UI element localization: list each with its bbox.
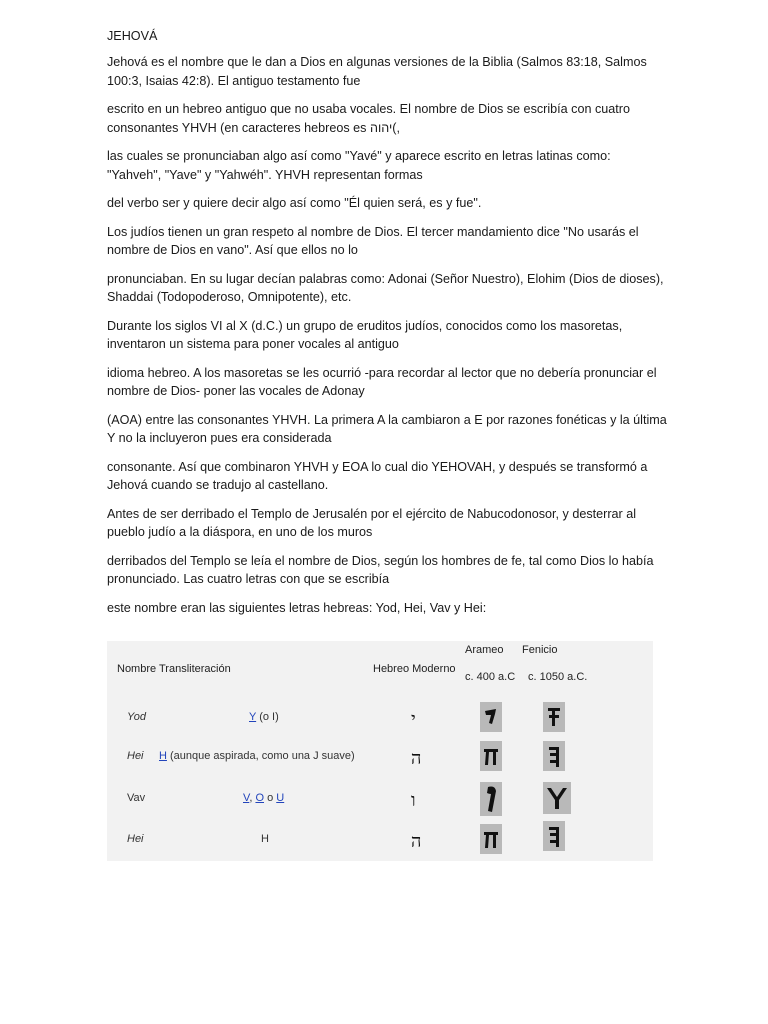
- aramaic-yod-glyph: [480, 702, 502, 732]
- row-name-hei: Hei: [127, 750, 144, 762]
- header-arameo-date: c. 400 a.C: [465, 671, 516, 683]
- paragraph: este nombre eran las siguientes letras hebreas: Yod, Hei, Vav y Hei:: [107, 600, 487, 615]
- aramaic-vav-glyph: [480, 782, 502, 816]
- translit-hei-plain: H: [261, 833, 269, 845]
- paragraph: derribados del Templo se leía el nombre de Dios, según los hombres de fe, tal como Dios lo había pronunciado. Las cuatro letras con que se escribía: [107, 553, 654, 586]
- page-title: JEHOVÁ: [107, 29, 158, 43]
- row-name-yod: Yod: [127, 711, 146, 723]
- row-name-vav: Vav: [127, 792, 146, 804]
- header-fenicio-date: c. 1050 a.C.: [528, 671, 588, 683]
- paragraph: escrito en un hebreo antiguo que no usaba vocales. El nombre de Dios se escribía con cuatro consonantes YHVH (en caracteres hebreos es יהוה(,: [107, 102, 630, 135]
- translit-hei: [159, 750, 355, 762]
- paragraph: Jehová es el nombre que le dan a Dios en algunas versiones de la Biblia (Salmos 83:18, Salmos 100:3, Isaias 42:8). El antiguo testamento fue: [107, 55, 647, 88]
- translit-separator: ,: [249, 792, 256, 804]
- header-arameo: Arameo: [465, 644, 504, 656]
- hebrew-vav: ו: [411, 790, 416, 811]
- translit-vav: [243, 792, 284, 804]
- translit-link-o[interactable]: O: [255, 792, 265, 804]
- paragraph: Los judíos tienen un gran respeto al nombre de Dios. El tercer mandamiento dice "No usarás el nombre de Dios en vano". Así que ellos no lo: [107, 224, 639, 257]
- header-fenicio: Fenicio: [522, 644, 558, 656]
- paragraph: Antes de ser derribado el Templo de Jerusalén por el ejército de Nabucodonosor, y desterrar al pueblo judío a la diáspora, en uno de los muros: [107, 506, 637, 539]
- paragraph: (AOA) entre las consonantes YHVH. La primera A la cambiaron a E por razones fonéticas y la última Y no la incluyeron pues era considerada: [107, 412, 667, 445]
- translit-link-h[interactable]: H: [159, 750, 167, 762]
- paragraph: consonante. Así que combinaron YHVH y EOA lo cual dio YEHOVAH, y después se transformó a Jehová cuando se tradujo al castellano.: [107, 459, 648, 492]
- paragraph: idioma hebreo. A los masoretas se les ocurrió -para recordar al lector que no debería pronunciar el nombre de Dios- poner las vocales de Adonay: [107, 365, 657, 398]
- translit-yod: [249, 711, 279, 723]
- hebrew-letters-table: [107, 641, 653, 861]
- header-hebreo-moderno: Hebreo Moderno: [373, 663, 456, 675]
- document-body: [107, 22, 667, 617]
- aramaic-hei-glyph: [480, 741, 502, 771]
- hebrew-hei: ה: [411, 831, 422, 852]
- translit-link-y[interactable]: Y: [249, 711, 257, 723]
- translit-note: (o I): [256, 711, 279, 723]
- translit-link-u[interactable]: U: [276, 792, 285, 804]
- row-name-hei: Hei: [127, 833, 144, 845]
- translit-link-v[interactable]: V: [243, 792, 250, 804]
- hebrew-yod: י: [411, 709, 416, 730]
- header-nombre-transliteracion: Nombre Transliteración: [117, 663, 231, 675]
- paragraph: del verbo ser y quiere decir algo así como "Él quien será, es y fue".: [107, 196, 482, 210]
- paragraph: pronunciaban. En su lugar decían palabras como: Adonai (Señor Nuestro), Elohim (Dios de dioses), Shaddai (Todopoderoso, Omnipotente), etc.: [107, 271, 664, 304]
- phoenician-yod-glyph: [543, 702, 565, 732]
- paragraph: las cuales se pronunciaban algo así como "Yavé" y aparece escrito en letras latinas como: "Yahveh", "Yave" y "Yahwéh". YHVH representan formas: [107, 149, 611, 182]
- hebrew-hei: ה: [411, 748, 422, 769]
- aramaic-hei-glyph: [480, 824, 502, 854]
- phoenician-hei-glyph: [543, 821, 565, 851]
- phoenician-hei-glyph: [543, 741, 565, 771]
- translit-note: (aunque aspirada, como una J suave): [166, 750, 355, 762]
- phoenician-vav-glyph: [543, 782, 571, 814]
- translit-separator: o: [264, 792, 277, 804]
- paragraph: Durante los siglos VI al X (d.C.) un grupo de eruditos judíos, conocidos como los masoretas, inventaron un sistema para poner vocales al antiguo: [107, 318, 623, 351]
